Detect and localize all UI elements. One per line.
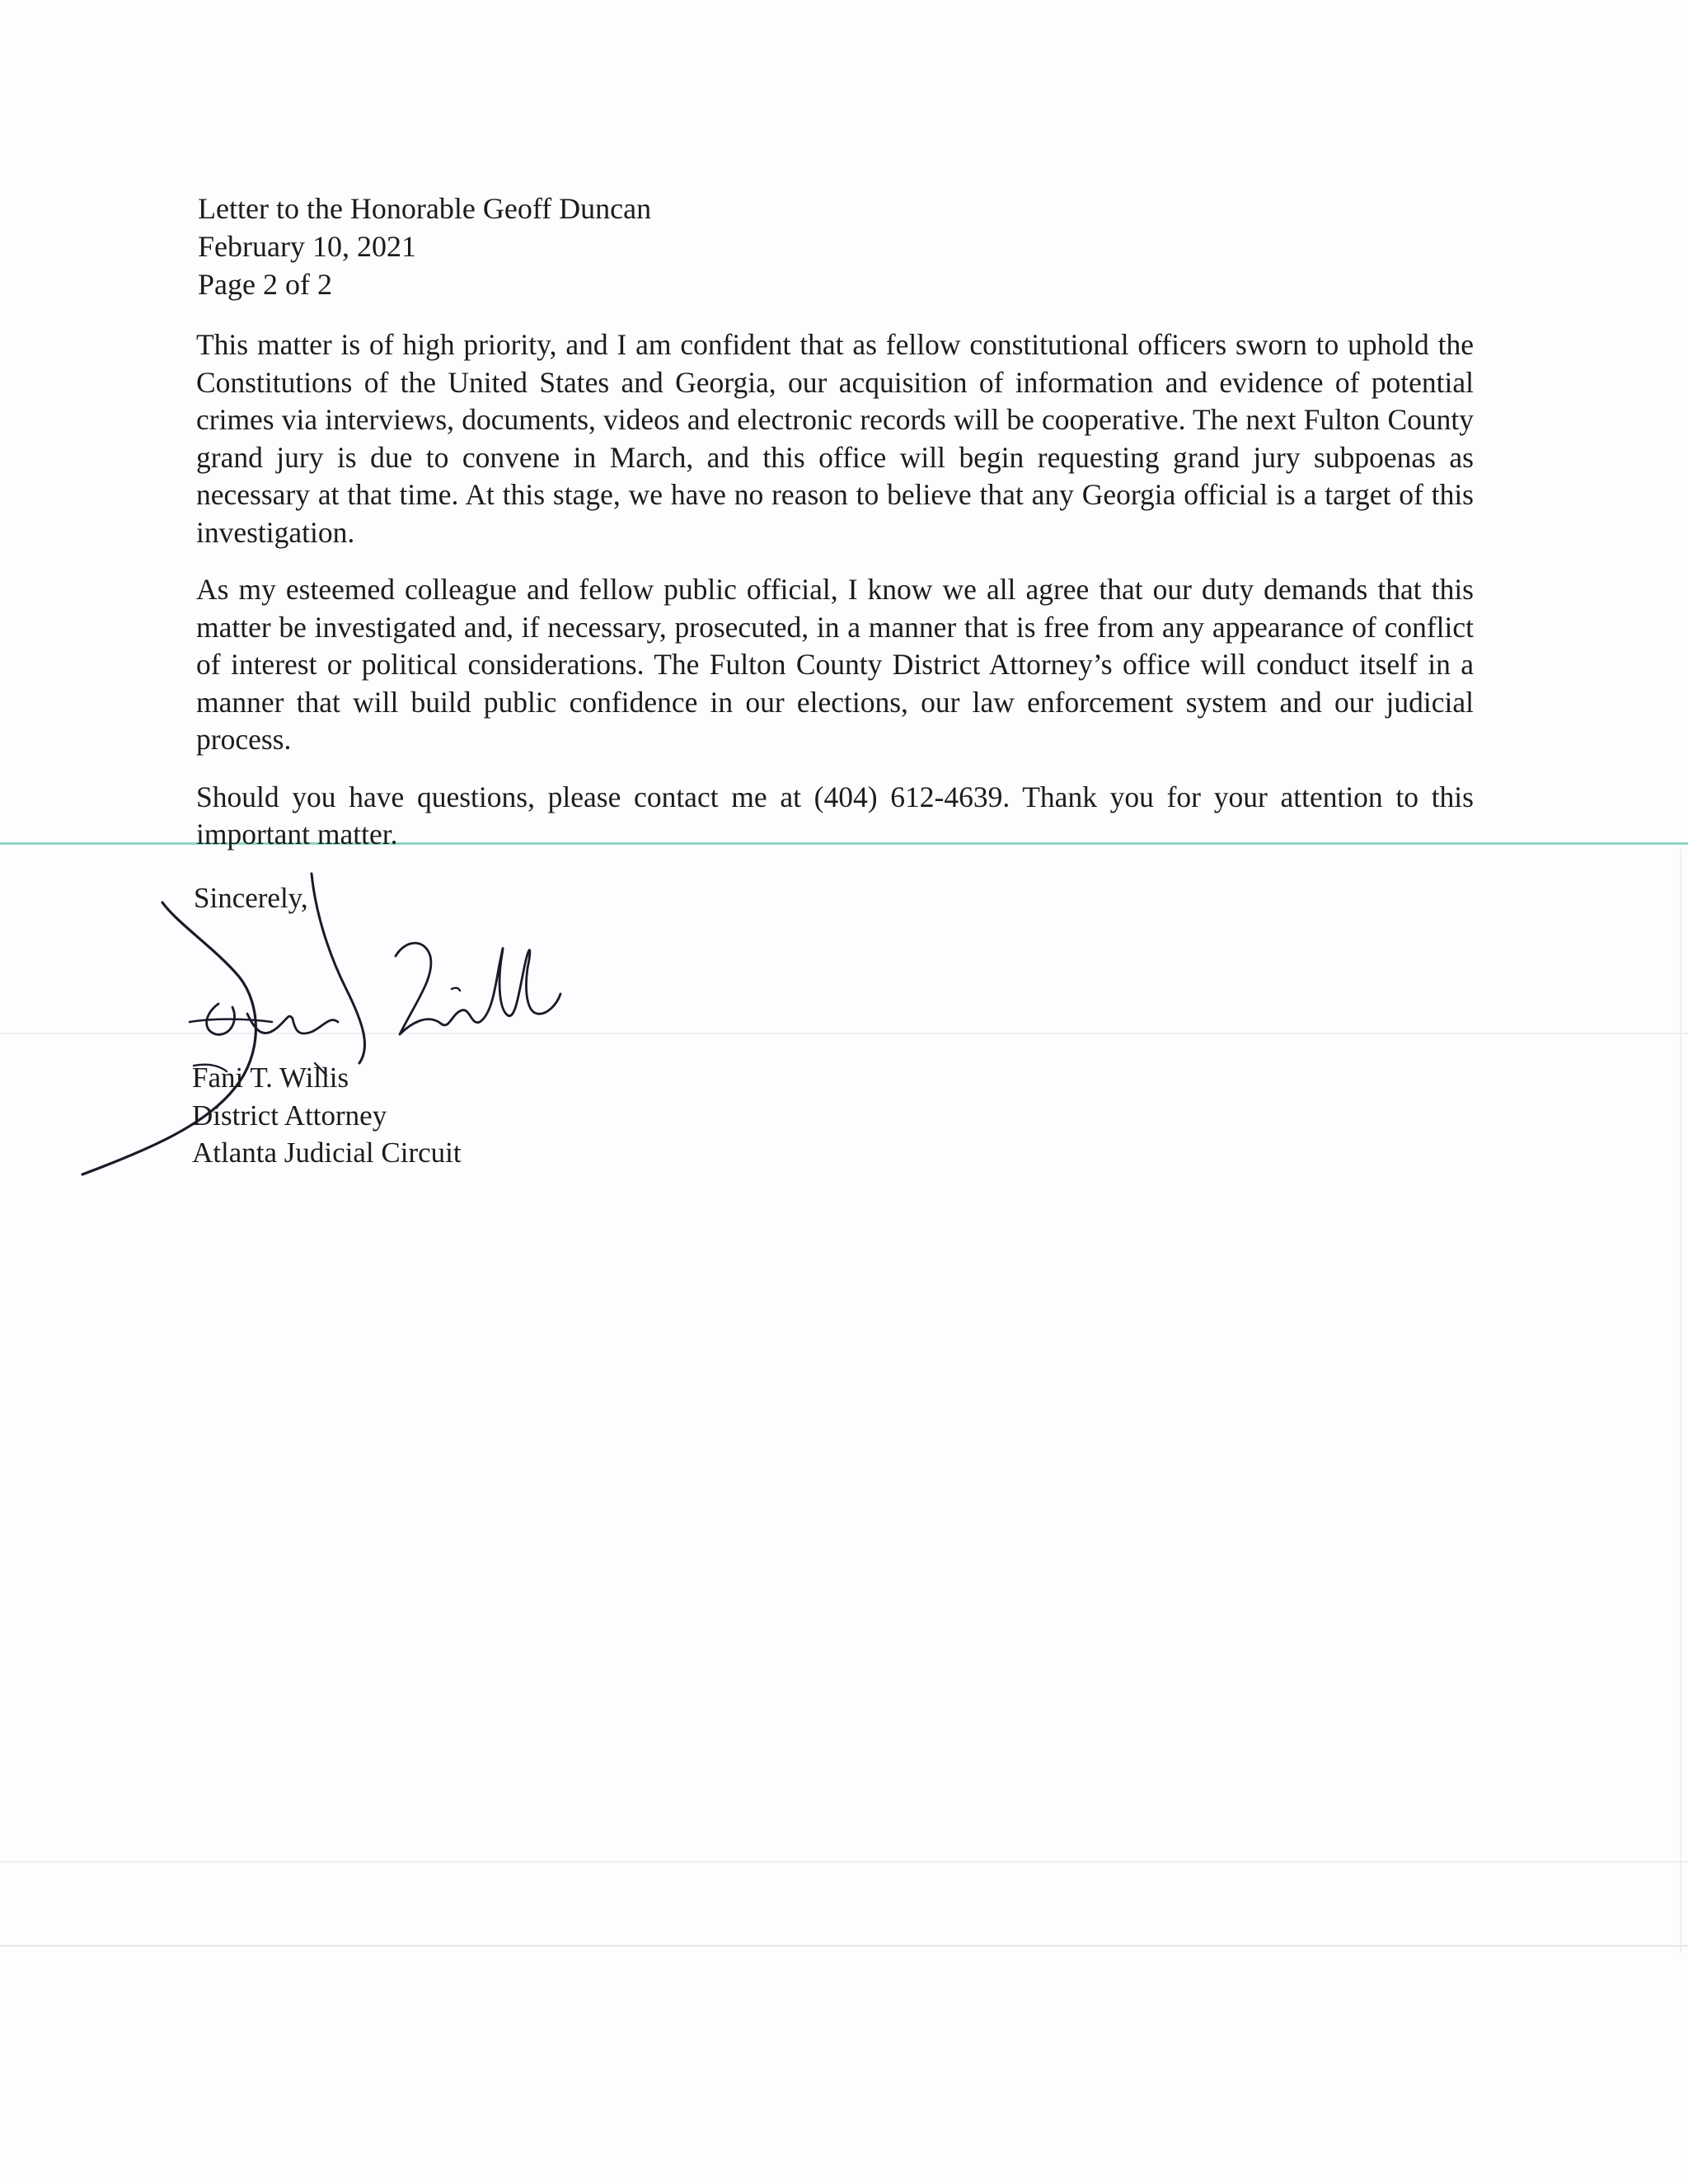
body-paragraph: Should you have questions, please contact me at (404) 612-4639. Thank you for your attention to this important matter. (196, 780, 1474, 851)
recipient-line: Letter to the Honorable Geoff Duncan (198, 192, 652, 225)
scan-artifact-line (0, 1945, 1688, 1947)
body-paragraph: As my esteemed colleague and fellow public official, I know we all agree that our duty demands that this matter be investigated and, if necessary, prosecuted, in a manner that is free from any appearance of conflict of interest or political considerations. The Fulton County District Attorney’s office will conduct itself in a manner that will build public confidence in our elections, our law enforcement system and our judicial process. (196, 573, 1474, 756)
signer-name: Fani T. Willis (192, 1062, 349, 1094)
closing-salutation: Sincerely, (194, 882, 308, 914)
signer-office: Atlanta Judicial Circuit (192, 1137, 462, 1169)
scan-artifact-line (0, 1033, 1688, 1034)
signer-block (192, 1059, 462, 1172)
letter-body (196, 326, 1474, 874)
scan-artifact-line (0, 1861, 1688, 1863)
scan-edge-mark (1680, 849, 1681, 1953)
page-number: Page 2 of 2 (198, 268, 332, 301)
body-paragraph: This matter is of high priority, and I am confident that as fellow constitutional officers sworn to uphold the Constitutions of the United States and Georgia, our acquisition of information and evidence of potential crimes via interviews, documents, videos and electronic records will be cooperative. The next Fulton County grand jury is due to convene in March, and this office will begin requesting grand jury subpoenas as necessary at that time. At this stage, we have no reason to believe that any Georgia official is a target of this investigation. (196, 328, 1474, 549)
letter-date: February 10, 2021 (198, 230, 416, 263)
letter-header (198, 190, 651, 303)
signer-title: District Attorney (192, 1099, 387, 1132)
